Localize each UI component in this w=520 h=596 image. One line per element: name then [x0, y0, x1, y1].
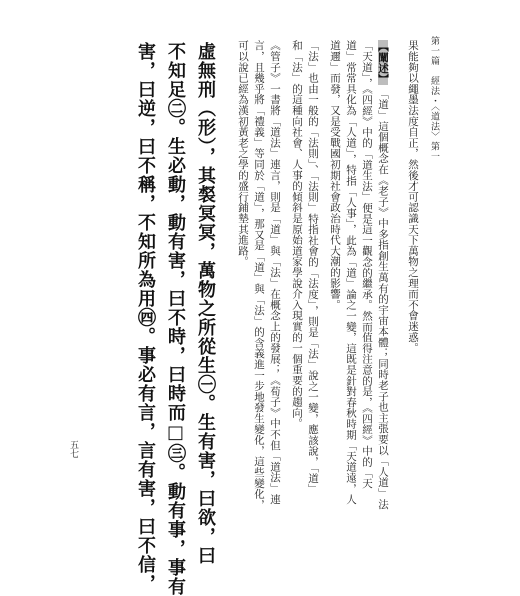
commentary-line: 道邇」而發，又是受戰國初期社會政治時代大潮的影響。 — [329, 40, 341, 310]
main-text-line: 不知足㊁。生必動，動有害，曰不時，曰時而□㊂。動有事，事有 — [165, 42, 186, 596]
commentary-line: 可以說已經為漢初黃老之學的盛行鋪墊其進路。 — [237, 40, 249, 267]
commentary-line: 【闡述】「道」這個概念在《老子》中多指創生萬有的宇宙本體；同時老子也主張要以「人道」法 — [377, 41, 389, 510]
commentary-line: 和「法」的這種向社會、人事的傾斜是原始道家學說介入現實的一個重要的趨向。 — [291, 40, 303, 429]
running-head: 第一篇 經法・〈道法〉第一 — [429, 36, 439, 162]
commentary-line: 言，且幾乎將「禮義」等同於「道」，那又是「道」與「法」的含義進一步地發生變化，這些變化， — [253, 40, 265, 510]
commentary-line: 道」常常具化為「人道」，特指「人事」，此為「道」論之一變，這既是針對春秋時期「天道遠，人 — [345, 40, 357, 505]
main-text-line: 害，曰逆，曰不稱，不知所為用㊃。事必有言，言有害，曰不信， — [135, 42, 156, 593]
commentary-line: 《管子》一書將「道法」連言，則是「道」與「法」在概念上的發展；《荀子》中不但「道法」連 — [269, 40, 281, 505]
main-text-line: 虛無刑（形），其裻冥冥，萬物之所從生㊀。生有害，曰欲，曰 — [195, 42, 216, 565]
page-number: 五七 — [68, 440, 78, 458]
commentary-line: 「法」也由一般的「法則」、「法則」特指社會的「法度」，則是「法」說之一變，應該說，「道」 — [307, 40, 319, 495]
commentary-line: 果能夠以繩墨法度自正，然後才可認識天下萬物之理而不會迷惑。 — [407, 40, 419, 354]
section-label: 【闡述】 — [377, 41, 389, 85]
commentary-line: 「天道」，《四經》中的「道生法」便是這一觀念的繼承。然而值得注意的是，《四經》中的「天 — [361, 40, 373, 489]
